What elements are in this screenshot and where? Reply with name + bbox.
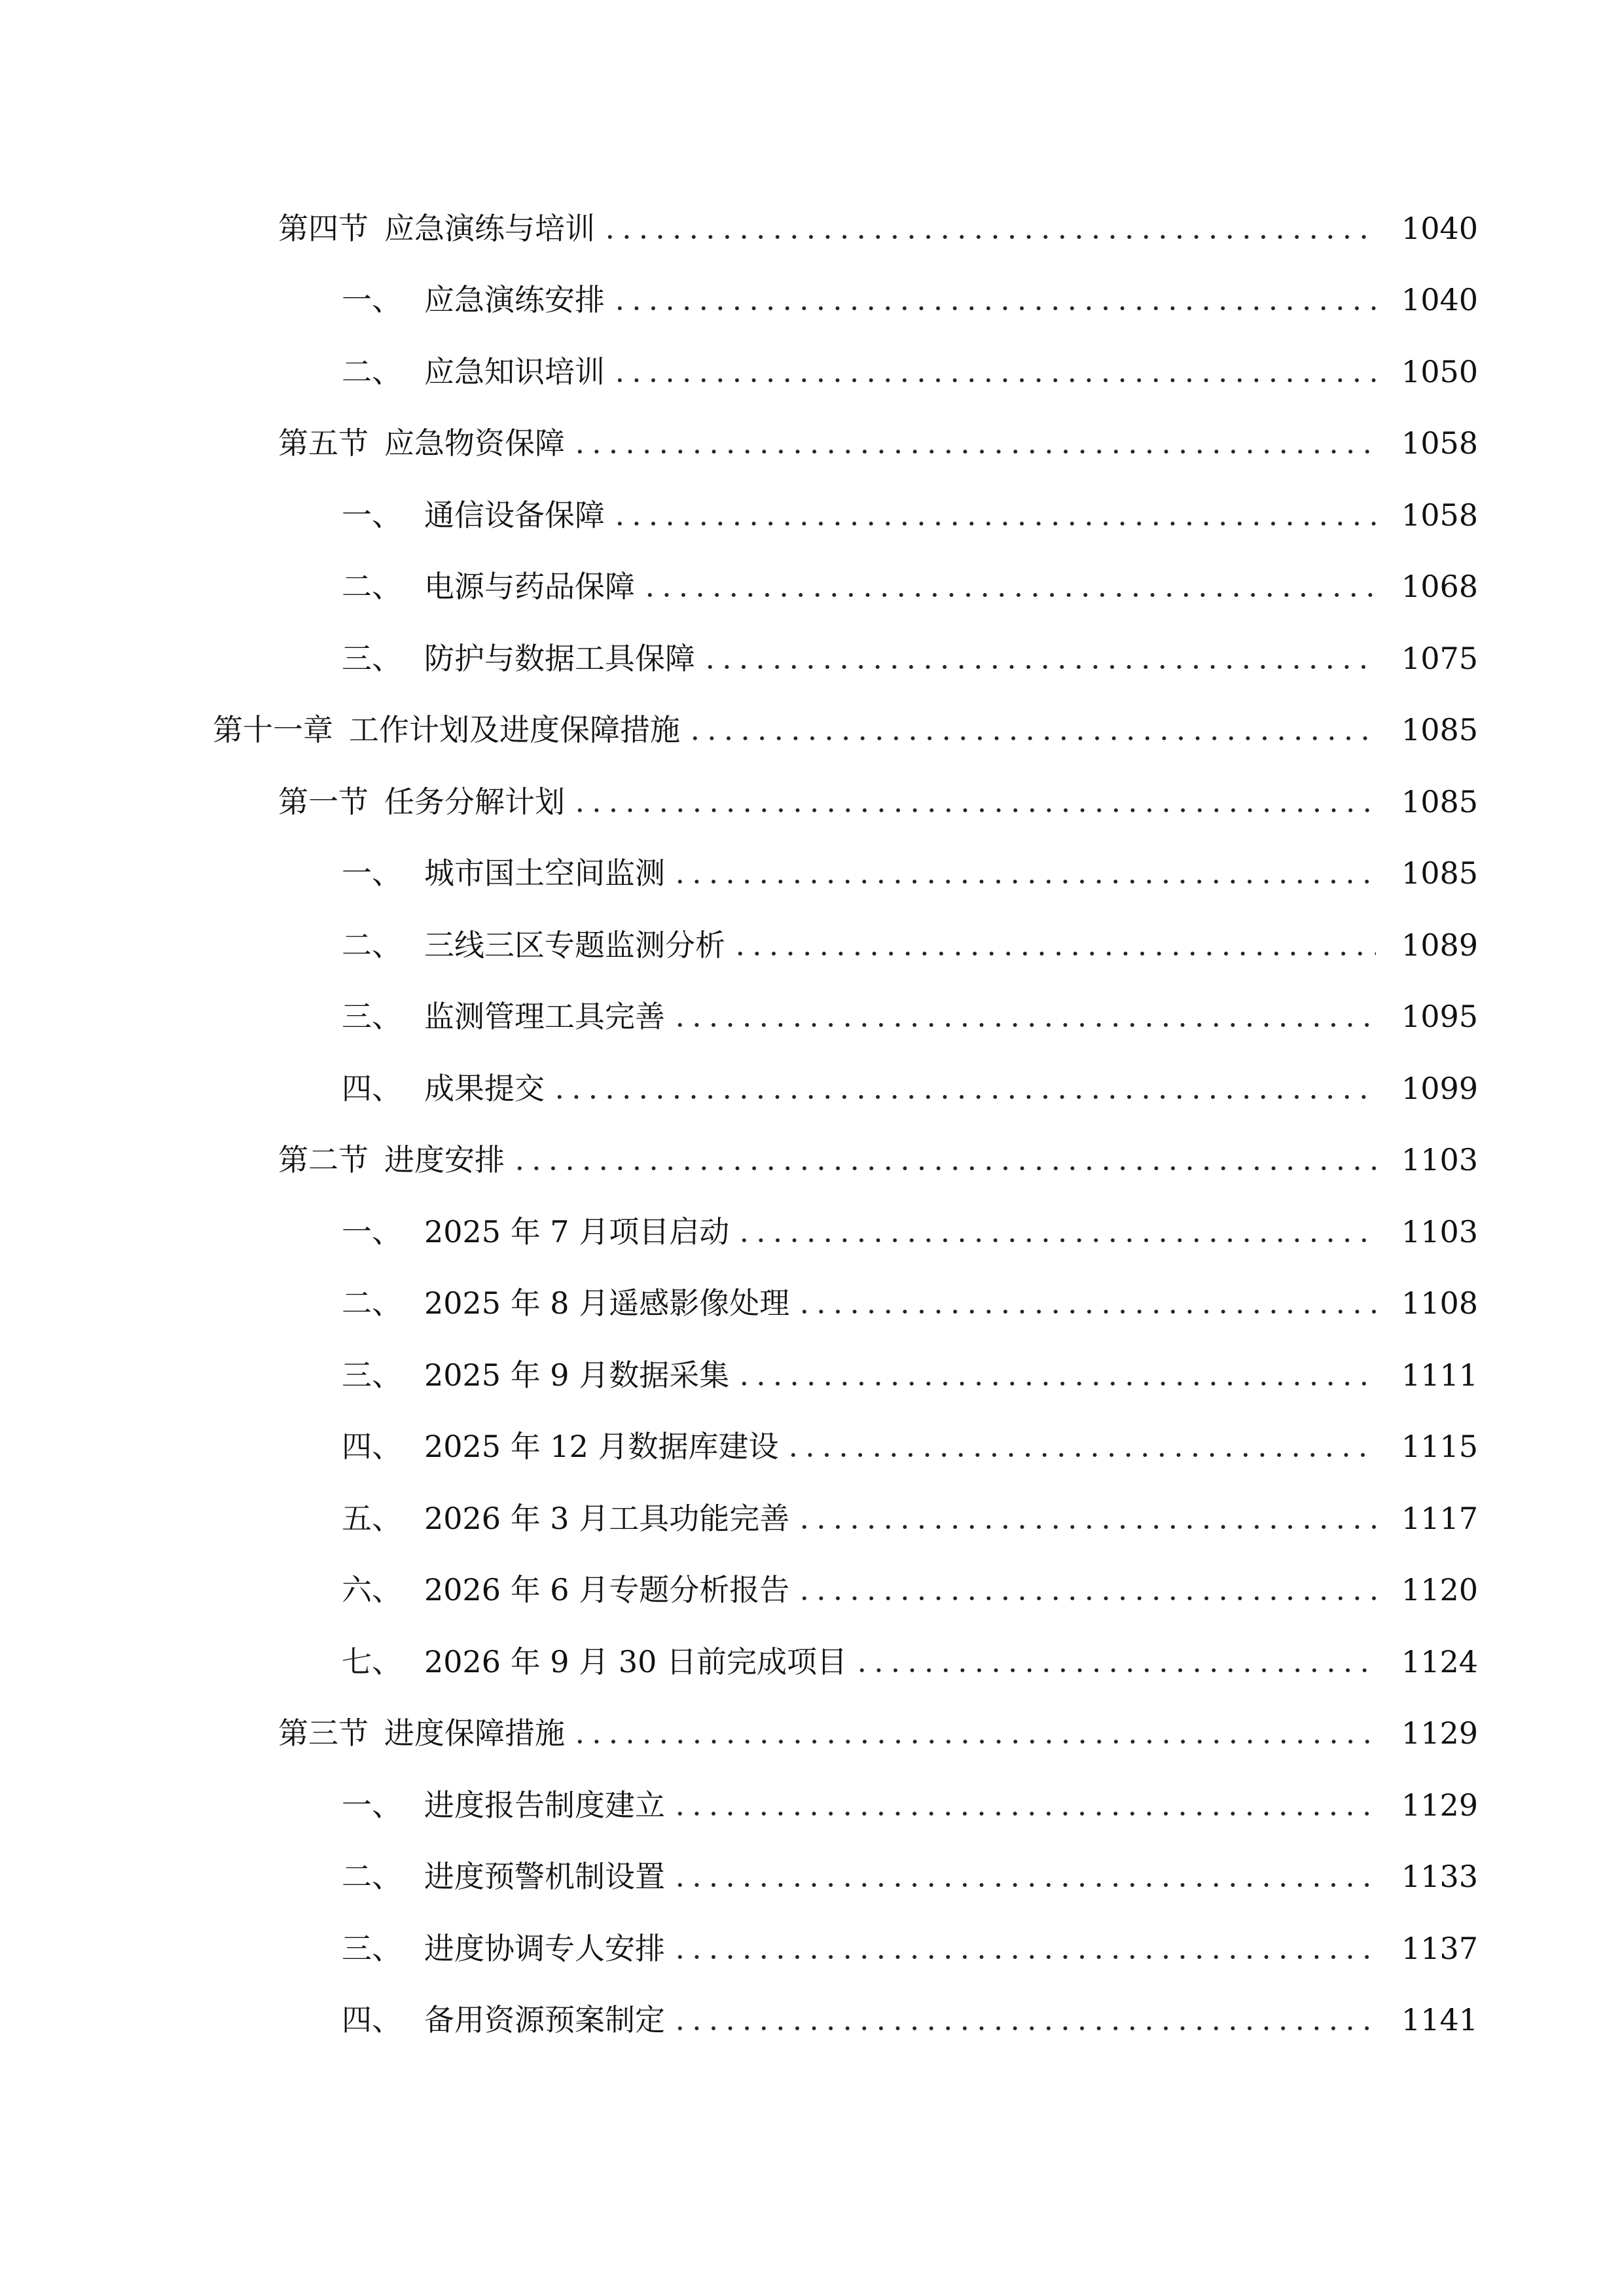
toc-entry-title: 进度协调专人安排 [424,1930,665,1966]
toc-entry-number: 一、 [342,1213,402,1249]
toc-entry[interactable] [0,1411,1624,1483]
toc-entry-page-number: 1120 [1401,1572,1478,1608]
toc-entry-label [342,1212,729,1251]
toc-entry-number: 七、 [342,1643,402,1679]
toc-entry-title: 进度保障措施 [384,1715,565,1751]
toc-entry[interactable] [0,479,1624,551]
toc-entry-label [342,1570,789,1609]
toc-entry-number: 第二节 [278,1142,369,1178]
toc-entry[interactable] [0,766,1624,838]
toc-entry-label [342,997,665,1036]
toc-entry[interactable] [0,622,1624,694]
toc-entry-title: 2026 年 3 月工具功能完善 [424,1500,790,1536]
toc-entry[interactable] [0,1482,1624,1554]
toc-entry-label [342,280,605,319]
toc-entry-title: 监测管理工具完善 [424,999,665,1035]
toc-entry-title: 三线三区专题监测分析 [424,927,725,963]
dot-leader [736,1381,1376,1386]
toc-entry-title: 应急物资保障 [384,425,565,461]
table-of-contents [0,192,1624,2056]
toc-entry-title: 进度报告制度建立 [424,1787,665,1823]
toc-entry-number: 四、 [342,1070,402,1106]
dot-leader [672,2026,1376,2031]
toc-entry-number: 三、 [342,1357,402,1393]
toc-entry-title: 2025 年 8 月遥感影像处理 [424,1285,790,1321]
toc-entry-label [342,925,725,965]
toc-entry-title: 2025 年 9 月数据采集 [424,1357,730,1393]
dot-leader [641,592,1376,598]
toc-entry[interactable] [0,1841,1624,1913]
toc-entry[interactable] [0,1554,1624,1626]
dot-leader [854,1668,1376,1673]
toc-entry-number: 三、 [342,640,402,676]
toc-entry[interactable] [0,981,1624,1053]
toc-entry-title: 2025 年 7 月项目启动 [424,1213,730,1249]
toc-entry-label [342,495,605,535]
toc-entry-title: 应急知识培训 [424,353,605,389]
dot-leader [687,736,1376,741]
toc-entry-label [342,1929,665,1968]
toc-entry-title: 通信设备保障 [424,497,605,533]
toc-entry-label [342,1642,847,1681]
toc-entry[interactable] [0,1698,1624,1770]
toc-entry-page-number: 1050 [1401,353,1478,389]
toc-entry-page-number: 1137 [1401,1930,1478,1966]
dot-leader [736,1238,1376,1243]
toc-entry-page-number: 1095 [1401,999,1478,1035]
dot-leader [672,1811,1376,1816]
toc-entry-number: 二、 [342,569,402,605]
toc-entry-page-number: 1058 [1401,425,1478,461]
toc-entry[interactable] [0,336,1624,408]
toc-entry-number: 二、 [342,927,402,963]
toc-entry-page-number: 1058 [1401,497,1478,533]
toc-entry-label [278,1713,565,1753]
toc-entry-page-number: 1099 [1401,1070,1478,1106]
toc-entry-label [278,1140,505,1179]
dot-leader [796,1309,1376,1314]
toc-entry-number: 四、 [342,1429,402,1465]
dot-leader [672,879,1376,884]
toc-entry-label [342,1355,729,1395]
toc-entry-page-number: 1115 [1401,1429,1478,1465]
toc-entry-page-number: 1103 [1401,1142,1478,1178]
toc-entry-number: 二、 [342,353,402,389]
toc-entry[interactable] [0,264,1624,336]
dot-leader [796,1524,1376,1530]
toc-entry-title: 电源与药品保障 [424,569,635,605]
toc-entry-label [342,639,695,678]
toc-entry-page-number: 1124 [1401,1643,1478,1679]
toc-entry-label [342,853,665,893]
dot-leader [602,234,1376,240]
toc-entry-number: 第三节 [278,1715,369,1751]
toc-entry-number: 二、 [342,1285,402,1321]
toc-entry-label [342,1427,778,1466]
toc-entry-page-number: 1133 [1401,1859,1478,1895]
dot-leader [551,1094,1376,1100]
toc-entry-number: 二、 [342,1859,402,1895]
dot-leader [796,1596,1376,1601]
toc-entry-title: 进度预警机制设置 [424,1859,665,1895]
toc-entry-page-number: 1085 [1401,712,1478,748]
toc-entry-number: 第四节 [278,210,369,246]
toc-entry[interactable] [0,909,1624,981]
dot-leader [702,664,1376,670]
toc-entry-number: 第十一章 [213,712,333,748]
toc-entry-label [213,710,680,749]
toc-entry-page-number: 1040 [1401,210,1478,246]
dot-leader [611,378,1376,383]
toc-entry-label [342,1069,545,1108]
toc-entry-title: 2026 年 6 月专题分析报告 [424,1572,790,1608]
toc-entry-title: 任务分解计划 [384,783,565,819]
toc-entry-number: 六、 [342,1572,402,1608]
dot-leader [785,1452,1376,1458]
toc-entry-label [342,1283,789,1323]
toc-entry[interactable] [0,1626,1624,1698]
toc-entry[interactable] [0,694,1624,766]
toc-entry-page-number: 1040 [1401,282,1478,318]
toc-entry-number: 第一节 [278,783,369,819]
toc-entry-title: 2025 年 12 月数据库建设 [424,1429,779,1465]
toc-entry-page-number: 1075 [1401,640,1478,676]
dot-leader [571,808,1376,813]
toc-entry-title: 成果提交 [424,1070,545,1106]
toc-entry-title: 进度安排 [384,1142,505,1178]
toc-entry[interactable] [0,551,1624,623]
toc-entry-title: 应急演练与培训 [384,210,595,246]
toc-entry-title: 工作计划及进度保障措施 [349,712,680,748]
toc-entry-page-number: 1089 [1401,927,1478,963]
toc-entry-number: 一、 [342,855,402,891]
dot-leader [571,1739,1376,1744]
toc-entry-label [278,209,595,248]
toc-entry-page-number: 1129 [1401,1715,1478,1751]
toc-entry[interactable] [0,1052,1624,1124]
toc-entry-title: 应急演练安排 [424,282,605,318]
dot-leader [571,449,1376,454]
toc-entry-label [342,1785,665,1825]
toc-entry-title: 备用资源预案制定 [424,2002,665,2038]
toc-entry[interactable] [0,838,1624,910]
toc-entry-number: 一、 [342,1787,402,1823]
toc-entry-number: 五、 [342,1500,402,1536]
toc-entry-number: 四、 [342,2002,402,2038]
toc-entry-label [278,423,565,463]
toc-entry-number: 三、 [342,1930,402,1966]
toc-entry-title: 防护与数据工具保障 [424,640,695,676]
toc-entry[interactable] [0,1339,1624,1411]
toc-entry-label [278,782,565,821]
toc-entry-label [342,2000,665,2039]
toc-entry-number: 一、 [342,497,402,533]
dot-leader [672,1954,1376,1960]
toc-entry-number: 第五节 [278,425,369,461]
dot-leader [672,1022,1376,1028]
toc-entry-page-number: 1129 [1401,1787,1478,1823]
toc-entry[interactable] [0,1196,1624,1268]
dot-leader [611,521,1376,526]
toc-entry[interactable] [0,408,1624,480]
toc-entry[interactable] [0,1769,1624,1841]
toc-entry[interactable] [0,1912,1624,1984]
dot-leader [672,1882,1376,1888]
toc-entry-page-number: 1085 [1401,855,1478,891]
dot-leader [611,306,1376,311]
toc-entry-number: 一、 [342,282,402,318]
toc-entry-label [342,1857,665,1896]
toc-entry[interactable] [0,192,1624,264]
toc-entry-page-number: 1085 [1401,783,1478,819]
toc-entry-label [342,567,635,606]
toc-entry[interactable] [0,1124,1624,1196]
toc-entry-page-number: 1117 [1401,1500,1478,1536]
toc-entry-label [342,352,605,391]
toc-entry-page-number: 1103 [1401,1213,1478,1249]
dot-leader [732,951,1376,956]
toc-entry-label [342,1499,789,1538]
toc-entry-title: 2026 年 9 月 30 日前完成项目 [424,1643,847,1679]
toc-entry[interactable] [0,1984,1624,2056]
toc-entry-page-number: 1068 [1401,569,1478,605]
toc-entry-title: 城市国土空间监测 [424,855,665,891]
toc-entry-page-number: 1108 [1401,1285,1478,1321]
toc-entry[interactable] [0,1268,1624,1340]
dot-leader [511,1166,1376,1171]
toc-entry-number: 三、 [342,999,402,1035]
toc-entry-page-number: 1141 [1401,2002,1478,2038]
toc-entry-page-number: 1111 [1401,1357,1478,1393]
